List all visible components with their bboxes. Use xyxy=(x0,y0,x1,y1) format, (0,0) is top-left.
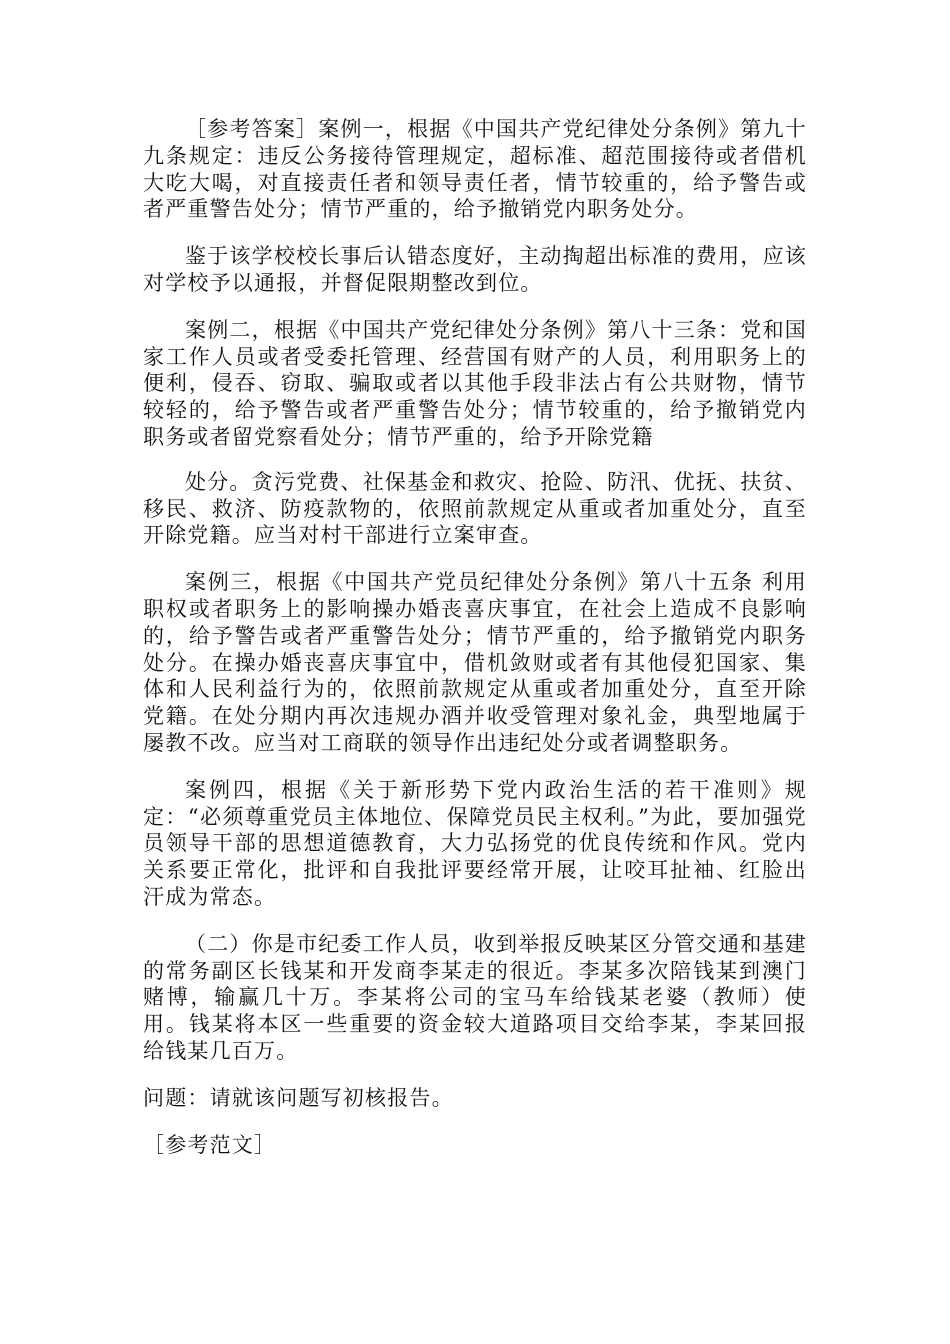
paragraph-case-two-continued: 处分。贪污党费、社保基金和救灾、抢险、防汛、优抚、扶贫、移民、救济、防疫款物的，依照前款规定从重或者加重处分，直至开除党籍。应当对村干部进行立案审查。 xyxy=(143,469,807,548)
paragraph-question-two-scenario: （二）你是市纪委工作人员，收到举报反映某区分管交通和基建的常务副区长钱某和开发商李某走的很近。李某多次陪钱某到澳门赌博，输赢几十万。李某将公司的宝马车给钱某老婆（教师）使用。钱某将本区一些重要的资金较大道路项目交给李某，李某回报给钱某几百万。 xyxy=(143,931,807,1063)
document-page xyxy=(143,116,807,1178)
paragraph-case-two: 案例二，根据《中国共产党纪律处分条例》第八十三条：党和国家工作人员或者受委托管理、经营国有财产的人员，利用职务上的便利，侵吞、窃取、骗取或者以其他手段非法占有公共财物，情节较轻的，给予警告或者严重警告处分；情节较重的，给予撤销党内职务或者留党察看处分；情节严重的，给予开除党籍 xyxy=(143,317,807,449)
paragraph-case-four: 案例四，根据《关于新形势下党内政治生活的若干准则》规定：“必须尊重党员主体地位、保障党员民主权利。”为此，要加强党员领导干部的思想道德教育，大力弘扬党的优良传统和作风。党内关系要正常化，批评和自我批评要经常开展，让咬耳扯袖、红脸出汗成为常态。 xyxy=(143,777,807,909)
paragraph-question-prompt: 问题：请就该问题写初核报告。 xyxy=(143,1085,454,1110)
paragraph-case-one-answer: ［参考答案］案例一，根据《中国共产党纪律处分条例》第九十九条规定：违反公务接待管理规定，超标准、超范围接待或者借机大吃大喝，对直接责任者和领导责任者，情节较重的，给予警告或者严重警告处分；情节严重的，给予撤销党内职务处分。 xyxy=(143,117,807,222)
paragraph-reference-heading: ［参考范文］ xyxy=(143,1132,277,1157)
paragraph-case-three: 案例三，根据《中国共产党员纪律处分条例》第八十五条 利用职权或者职务上的影响操办婚丧喜庆事宜，在社会上造成不良影响的，给予警告或者严重警告处分；情节严重的，给予撤销党内职务处分。在操办婚丧喜庆事宜中，借机敛财或者有其他侵犯国家、集体和人民利益行为的，依照前款规定从重或者加重处分，直至开除党籍。在处分期内再次违规办酒并收受管理对象礼金，典型地属于屡教不改。应当对工商联的领导作出违纪处分或者调整职务。 xyxy=(143,570,807,755)
paragraph-case-one-conclusion: 鉴于该学校校长事后认错态度好，主动掏超出标准的费用，应该对学校予以通报，并督促限期整改到位。 xyxy=(143,244,807,295)
